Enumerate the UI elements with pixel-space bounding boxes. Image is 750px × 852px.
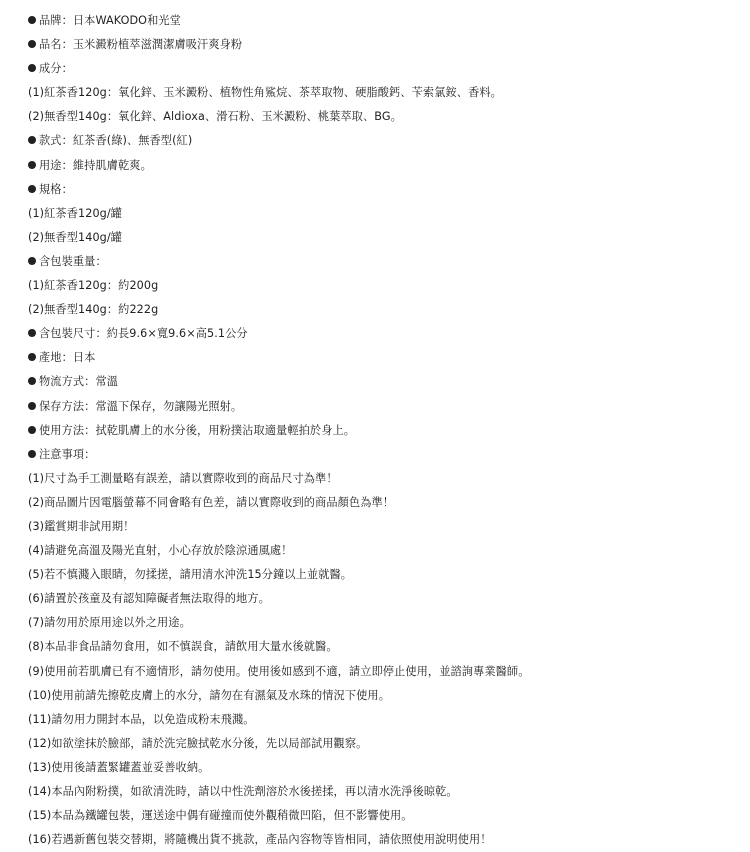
line-text: (1)紅茶香120g：氧化鋅、玉米澱粉、植物性角鯊烷、茶萃取物、硬脂酸鈣、苄索氯銨、香料。 — [28, 86, 502, 100]
line-text: (1)尺寸為手工測量略有誤差，請以實際收到的商品尺寸為準！ — [28, 471, 338, 485]
info-line — [28, 9, 740, 33]
bullet-icon — [28, 450, 36, 458]
info-line — [28, 298, 740, 322]
info-line — [28, 828, 740, 852]
line-text: (1)紅茶香120g/罐 — [28, 206, 123, 220]
line-text: (12)如欲塗抹於臉部，請於洗完臉拭乾水分後，先以局部試用觀察。 — [28, 736, 368, 750]
info-line — [28, 395, 740, 419]
info-line — [28, 804, 740, 828]
info-line — [28, 274, 740, 298]
info-line — [28, 250, 740, 274]
info-line — [28, 57, 740, 81]
line-text: (2)無香型140g/罐 — [28, 230, 123, 244]
info-line — [28, 226, 740, 250]
bullet-icon — [28, 402, 36, 410]
line-text: 款式：紅茶香(綠)、無香型(紅) — [39, 134, 193, 148]
line-text: 使用方法：拭乾肌膚上的水分後，用粉撲沾取適量輕拍於身上。 — [39, 423, 356, 437]
line-text: 含包裝尺寸：約長9.6×寬9.6×高5.1公分 — [39, 327, 248, 341]
info-line — [28, 178, 740, 202]
info-line — [28, 708, 740, 732]
line-text: (9)使用前若肌膚已有不適情形，請勿使用。使用後如感到不適，請立即停止使用，並諮詢專業醫師。 — [28, 664, 530, 678]
line-text: 產地：日本 — [39, 351, 96, 365]
line-text: 規格： — [39, 182, 73, 196]
info-line — [28, 515, 740, 539]
line-text: 含包裝重量： — [39, 254, 107, 268]
bullet-icon — [28, 377, 36, 385]
info-line — [28, 539, 740, 563]
line-text: 用途：維持肌膚乾爽。 — [39, 158, 152, 172]
line-text: (16)若遇新舊包裝交替期，將隨機出貨不挑款，產品內容物等皆相同，請依照使用說明使用！ — [28, 833, 492, 847]
info-line — [28, 346, 740, 370]
line-text: (11)請勿用力開封本品，以免造成粉末飛濺。 — [28, 712, 255, 726]
info-line — [28, 202, 740, 226]
info-line — [28, 780, 740, 804]
bullet-icon — [28, 64, 36, 72]
bullet-icon — [28, 257, 36, 265]
line-text: (1)紅茶香120g：約200g — [28, 279, 159, 293]
bullet-icon — [28, 40, 36, 48]
info-line — [28, 81, 740, 105]
bullet-icon — [28, 329, 36, 337]
info-line — [28, 491, 740, 515]
info-line — [28, 732, 740, 756]
product-info-document — [28, 9, 740, 852]
line-text: (2)商品圖片因電腦螢幕不同會略有色差，請以實際收到的商品顏色為準！ — [28, 495, 395, 509]
line-text: (10)使用前請先擦乾皮膚上的水分，請勿在有濕氣及水珠的情況下使用。 — [28, 688, 390, 702]
info-line — [28, 129, 740, 153]
info-line — [28, 611, 740, 635]
line-text: (6)請置於孩童及有認知障礙者無法取得的地方。 — [28, 592, 270, 606]
info-line — [28, 635, 740, 659]
line-text: 注意事項： — [39, 447, 96, 461]
bullet-icon — [28, 185, 36, 193]
line-text: 品名：玉米澱粉植萃滋潤潔膚吸汗爽身粉 — [39, 38, 243, 52]
line-text: 保存方法：常溫下保存，勿讓陽光照射。 — [39, 399, 243, 413]
info-line — [28, 419, 740, 443]
line-text: (15)本品為鐵罐包裝，運送途中偶有碰撞而使外觀稍微凹陷，但不影響使用。 — [28, 809, 413, 823]
line-text: (2)無香型140g：氧化鋅、Aldioxa、滑石粉、玉米澱粉、桃葉萃取、BG。 — [28, 110, 402, 124]
info-line — [28, 105, 740, 129]
info-line — [28, 563, 740, 587]
bullet-icon — [28, 353, 36, 361]
bullet-icon — [28, 136, 36, 144]
info-line — [28, 33, 740, 57]
info-line — [28, 467, 740, 491]
line-text: (14)本品內附粉撲，如欲清洗時，請以中性洗劑溶於水後搓揉，再以清水洗淨後晾乾。 — [28, 785, 458, 798]
info-line — [28, 587, 740, 611]
bullet-icon — [28, 161, 36, 169]
info-line — [28, 660, 740, 684]
info-line — [28, 322, 740, 346]
line-text: (8)本品非食品請勿食用，如不慎誤食，請飲用大量水後就醫。 — [28, 640, 338, 654]
line-text: (7)請勿用於原用途以外之用途。 — [28, 616, 191, 630]
bullet-icon — [28, 426, 36, 434]
info-line — [28, 370, 740, 394]
line-text: 品牌：日本WAKODO和光堂 — [39, 14, 181, 27]
bullet-icon — [28, 16, 36, 24]
line-text: (13)使用後請蓋緊罐蓋並妥善收納。 — [28, 760, 210, 774]
line-text: 物流方式：常溫 — [39, 375, 119, 389]
info-line — [28, 684, 740, 708]
info-line — [28, 443, 740, 467]
line-text: (3)鑑賞期非試用期！ — [28, 519, 135, 533]
info-line — [28, 154, 740, 178]
line-text: (4)請避免高溫及陽光直射，小心存放於陰涼通風處！ — [28, 544, 293, 558]
line-text: 成分： — [39, 62, 73, 76]
line-text: (5)若不慎濺入眼睛，勿揉搓，請用清水沖洗15分鐘以上並就醫。 — [28, 568, 353, 582]
line-text: (2)無香型140g：約222g — [28, 303, 159, 317]
info-line — [28, 756, 740, 780]
